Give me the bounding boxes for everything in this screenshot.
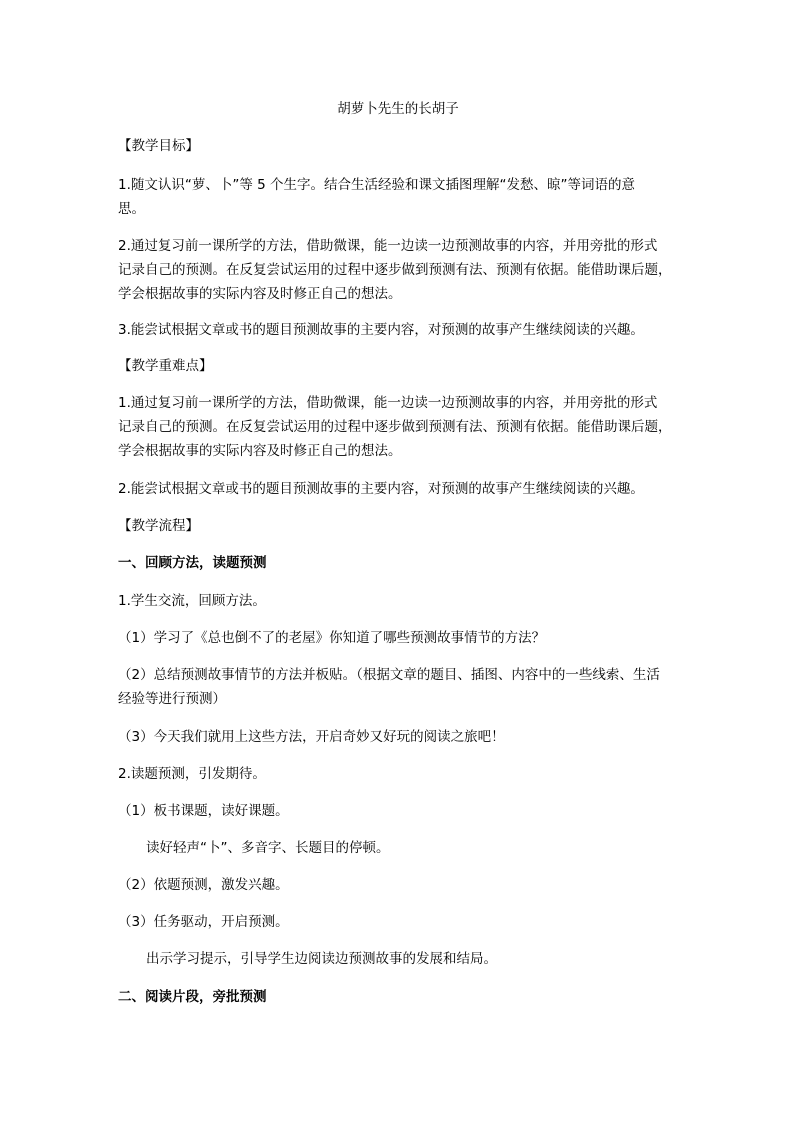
- step-1: 1.学生交流，回顾方法。: [118, 593, 266, 609]
- goal-1: [118, 173, 678, 221]
- step-1-2-line-2: 经验等进行预测）: [118, 691, 226, 707]
- step-2-1-detail: 读好轻声“卜”、多音字、长题目的停顿。: [146, 840, 390, 856]
- goal-2-line-3: 学会根据故事的实际内容及时修正自己的想法。: [118, 286, 402, 302]
- goal-2: [118, 234, 678, 306]
- step-2-3: （3）任务驱动，开启预测。: [118, 914, 289, 930]
- key-point-2: 2.能尝试根据文章或书的题目预测故事的主要内容，对预测的故事产生继续阅读的兴趣。: [118, 481, 644, 497]
- step-2: 2.读题预测，引发期待。: [118, 766, 266, 782]
- step-2-3-detail: 出示学习提示，引导学生边阅读边预测故事的发展和结局。: [146, 951, 497, 967]
- goal-1-line-2: 思。: [118, 201, 145, 217]
- part-1-heading: 一、回顾方法，读题预测: [118, 555, 267, 571]
- key-point-1-line-1: 1.通过复习前一课所学的方法，借助微课，能一边读一边预测故事的内容，并用旁批的形式: [118, 395, 658, 411]
- section-teaching-goals: 【教学目标】: [118, 138, 199, 154]
- key-point-1-line-2: 记录自己的预测。在反复尝试运用的过程中逐步做到预测有法、预测有依据。能借助课后题，: [118, 419, 672, 435]
- step-2-2: （2）依题预测，激发兴趣。: [118, 877, 289, 893]
- step-1-2-line-1: （2）总结预测故事情节的方法并板贴。（根据文章的题目、插图、内容中的一些线索、生活: [118, 667, 660, 683]
- document-title: 胡萝卜先生的长胡子: [337, 101, 459, 117]
- step-1-1: （1）学习了《总也倒不了的老屋》你知道了哪些预测故事情节的方法？: [118, 630, 546, 646]
- goal-2-line-1: 2.通过复习前一课所学的方法，借助微课，能一边读一边预测故事的内容，并用旁批的形式: [118, 238, 658, 254]
- goal-2-line-2: 记录自己的预测。在反复尝试运用的过程中逐步做到预测有法、预测有依据。能借助课后题，: [118, 262, 672, 278]
- key-point-1-line-3: 学会根据故事的实际内容及时修正自己的想法。: [118, 443, 402, 459]
- key-point-1: [118, 391, 678, 463]
- section-teaching-flow: 【教学流程】: [118, 518, 199, 534]
- step-1-2: [118, 663, 678, 711]
- section-key-points: 【教学重难点】: [118, 358, 213, 374]
- step-1-3: （3）今天我们就用上这些方法，开启奇妙又好玩的阅读之旅吧！: [118, 729, 505, 745]
- part-2-heading: 二、阅读片段，旁批预测: [118, 989, 267, 1005]
- step-2-1: （1）板书课题，读好课题。: [118, 803, 289, 819]
- goal-3: 3.能尝试根据文章或书的题目预测故事的主要内容，对预测的故事产生继续阅读的兴趣。: [118, 322, 644, 338]
- goal-1-line-1: 1.随文认识“萝、卜”等 5 个生字。结合生活经验和课文插图理解“发愁、晾”等词语的意: [118, 177, 636, 193]
